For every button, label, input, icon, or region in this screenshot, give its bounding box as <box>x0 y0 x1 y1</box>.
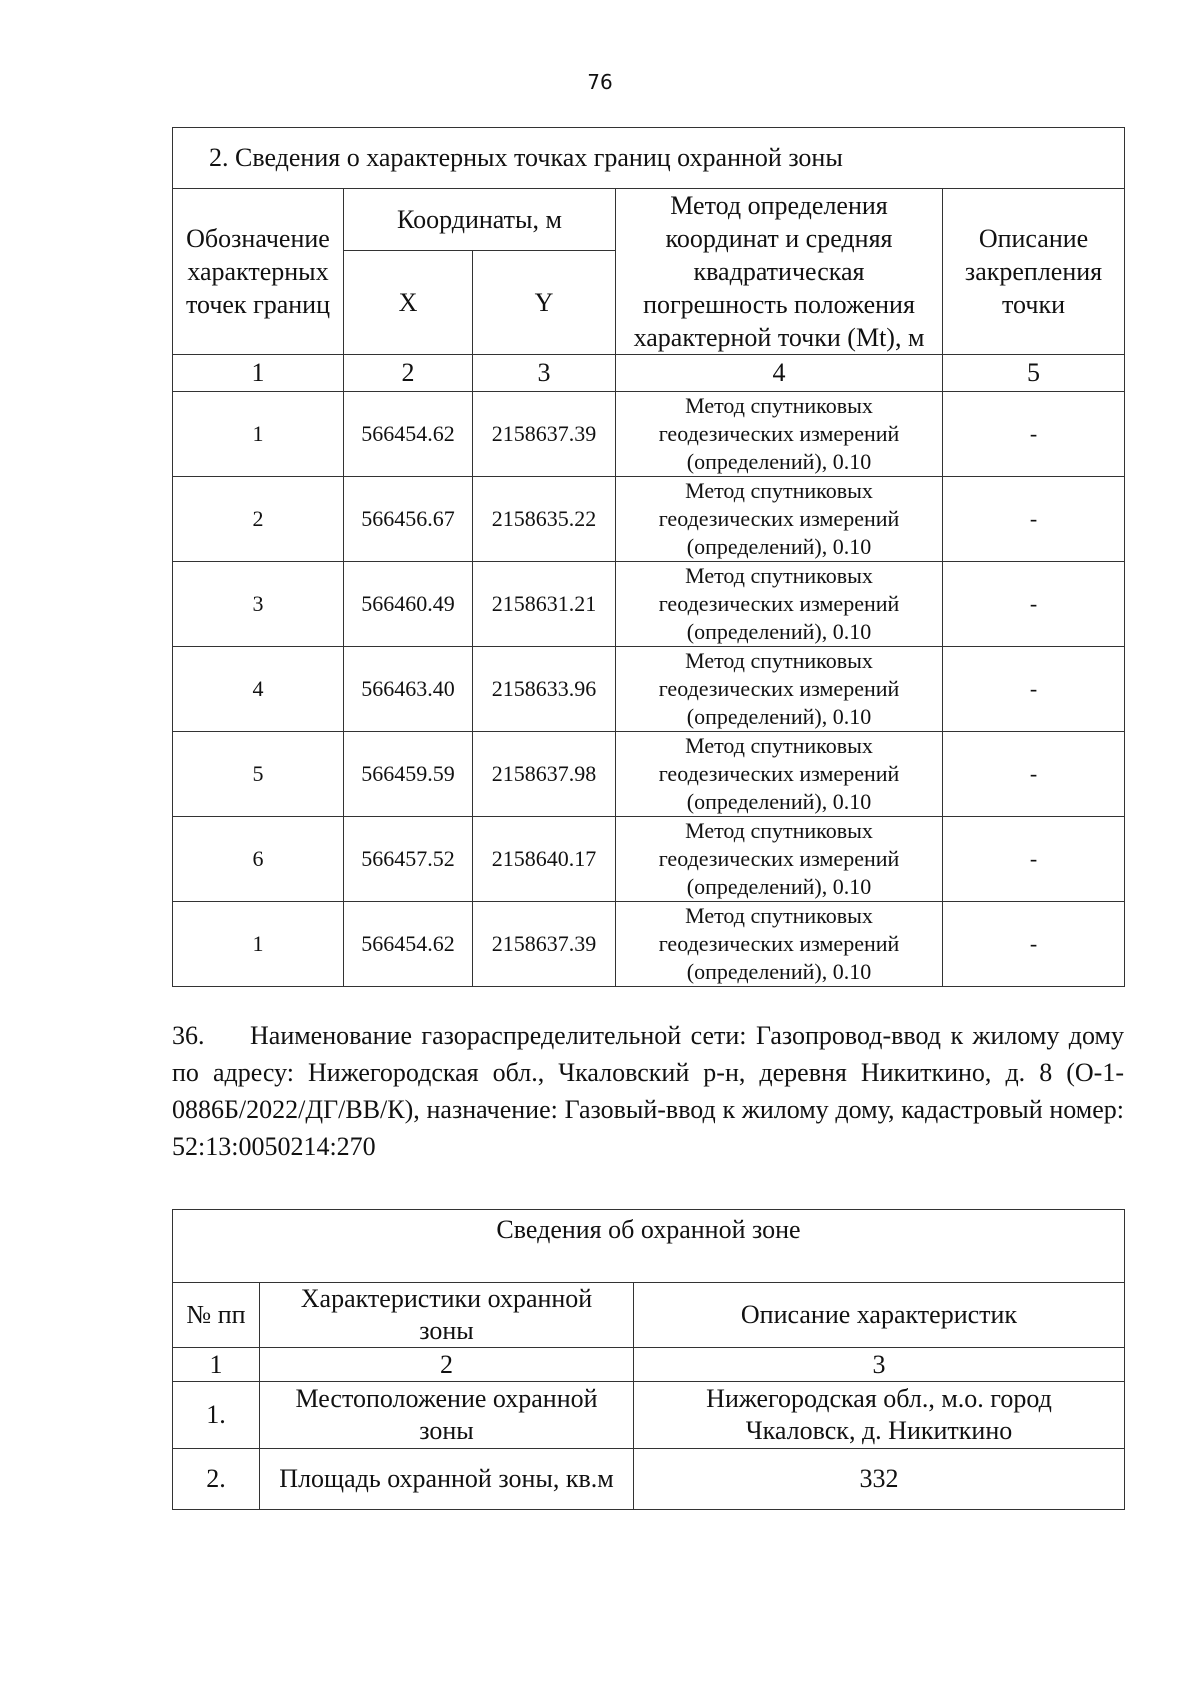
location-characteristic: Местоположение охранной зоны <box>260 1382 634 1449</box>
zone-table-title: Сведения об охранной зоне <box>173 1210 1125 1283</box>
coord-y: 2158633.96 <box>473 647 616 732</box>
location-description: Нижегородская обл., м.о. город Чкаловск, д. Никиткино <box>634 1382 1125 1449</box>
method-line: (определений), 0.10 <box>686 449 872 474</box>
method-line: геодезических измерений <box>658 761 900 786</box>
table-row <box>173 732 1125 817</box>
method-line: Метод спутниковых <box>685 903 873 928</box>
method-line: (определений), 0.10 <box>686 789 872 814</box>
method-line: Метод спутниковых <box>685 818 873 843</box>
page-number: 76 <box>587 70 613 94</box>
coord-y: 2158637.39 <box>473 392 616 477</box>
boundary-points-table <box>172 127 1125 987</box>
points-table-title: 2. Сведения о характерных точках границ охранной зоны <box>173 128 1125 189</box>
coord-x: 566457.52 <box>344 817 473 902</box>
area-value: 332 <box>634 1449 1125 1510</box>
method-cell <box>616 392 943 477</box>
table-row <box>173 647 1125 732</box>
method-line: геодезических измерений <box>658 931 900 956</box>
method-line: (определений), 0.10 <box>686 704 872 729</box>
fixation-description: - <box>943 477 1125 562</box>
coord-y: 2158640.17 <box>473 817 616 902</box>
column-number: 3 <box>634 1348 1125 1382</box>
table-row <box>173 477 1125 562</box>
fixation-description: - <box>943 902 1125 987</box>
column-number: 5 <box>943 355 1125 392</box>
section-paragraph <box>172 1017 1124 1165</box>
point-id: 5 <box>173 732 344 817</box>
method-line: геодезических измерений <box>658 676 900 701</box>
row-number: 1. <box>173 1382 260 1449</box>
header-designation: Обозначение характерных точек границ <box>173 189 344 355</box>
method-cell <box>616 732 943 817</box>
column-number: 4 <box>616 355 943 392</box>
table-row <box>173 902 1125 987</box>
coord-y: 2158637.98 <box>473 732 616 817</box>
header-method: Метод определения координат и средняя квадратическая погрешность положения характерной точки (Mt), м <box>616 189 943 355</box>
point-id: 2 <box>173 477 344 562</box>
method-line: Метод спутниковых <box>685 478 873 503</box>
point-id: 4 <box>173 647 344 732</box>
method-line: Метод спутниковых <box>685 648 873 673</box>
coord-y: 2158635.22 <box>473 477 616 562</box>
header-y: Y <box>473 250 616 354</box>
method-line: Метод спутниковых <box>685 393 873 418</box>
coord-y: 2158637.39 <box>473 902 616 987</box>
method-line: геодезических измерений <box>658 421 900 446</box>
method-line: (определений), 0.10 <box>686 619 872 644</box>
area-characteristic: Площадь охранной зоны, кв.м <box>260 1449 634 1510</box>
method-cell <box>616 647 943 732</box>
column-number: 1 <box>173 355 344 392</box>
point-id: 1 <box>173 392 344 477</box>
column-number: 2 <box>344 355 473 392</box>
method-line: геодезических измерений <box>658 846 900 871</box>
header-x: X <box>344 250 473 354</box>
column-number: 2 <box>260 1348 634 1382</box>
point-id: 3 <box>173 562 344 647</box>
method-line: Метод спутниковых <box>685 563 873 588</box>
coord-x: 566454.62 <box>344 902 473 987</box>
method-line: (определений), 0.10 <box>686 874 872 899</box>
point-id: 1 <box>173 902 344 987</box>
header-characteristic: Характеристики охранной зоны <box>260 1283 634 1348</box>
fixation-description: - <box>943 732 1125 817</box>
header-coordinates: Координаты, м <box>344 189 616 251</box>
fixation-description: - <box>943 817 1125 902</box>
fixation-description: - <box>943 647 1125 732</box>
header-num: № пп <box>173 1283 260 1348</box>
method-line: (определений), 0.10 <box>686 959 872 984</box>
coord-y: 2158631.21 <box>473 562 616 647</box>
coord-x: 566456.67 <box>344 477 473 562</box>
coord-x: 566459.59 <box>344 732 473 817</box>
table-row <box>173 817 1125 902</box>
method-line: (определений), 0.10 <box>686 534 872 559</box>
header-description: Описание закрепления точки <box>943 189 1125 355</box>
row-number: 2. <box>173 1449 260 1510</box>
table-row <box>173 562 1125 647</box>
coord-x: 566454.62 <box>344 392 473 477</box>
fixation-description: - <box>943 392 1125 477</box>
column-number: 3 <box>473 355 616 392</box>
coord-x: 566460.49 <box>344 562 473 647</box>
method-cell <box>616 817 943 902</box>
header-characteristic-description: Описание характеристик <box>634 1283 1125 1348</box>
table-row <box>173 392 1125 477</box>
method-cell <box>616 562 943 647</box>
column-number: 1 <box>173 1348 260 1382</box>
method-line: геодезических измерений <box>658 591 900 616</box>
method-line: Метод спутниковых <box>685 733 873 758</box>
method-line: геодезических измерений <box>658 506 900 531</box>
method-cell <box>616 902 943 987</box>
protection-zone-table <box>172 1209 1125 1510</box>
section-text: Наименование газораспределительной сети: Газопровод-ввод к жилому дому по адресу: Нижегородская обл., Чкаловский р-н, деревня Никиткино, д. 8 (О-1-0886Б/2022/ДГ/ВВ/К), назначение: Газовый-ввод к жилому дому, кадастровый номер: 52:13:0050214:270 <box>172 1021 1124 1161</box>
coord-x: 566463.40 <box>344 647 473 732</box>
method-cell <box>616 477 943 562</box>
fixation-description: - <box>943 562 1125 647</box>
point-id: 6 <box>173 817 344 902</box>
section-number: 36. <box>172 1021 205 1050</box>
